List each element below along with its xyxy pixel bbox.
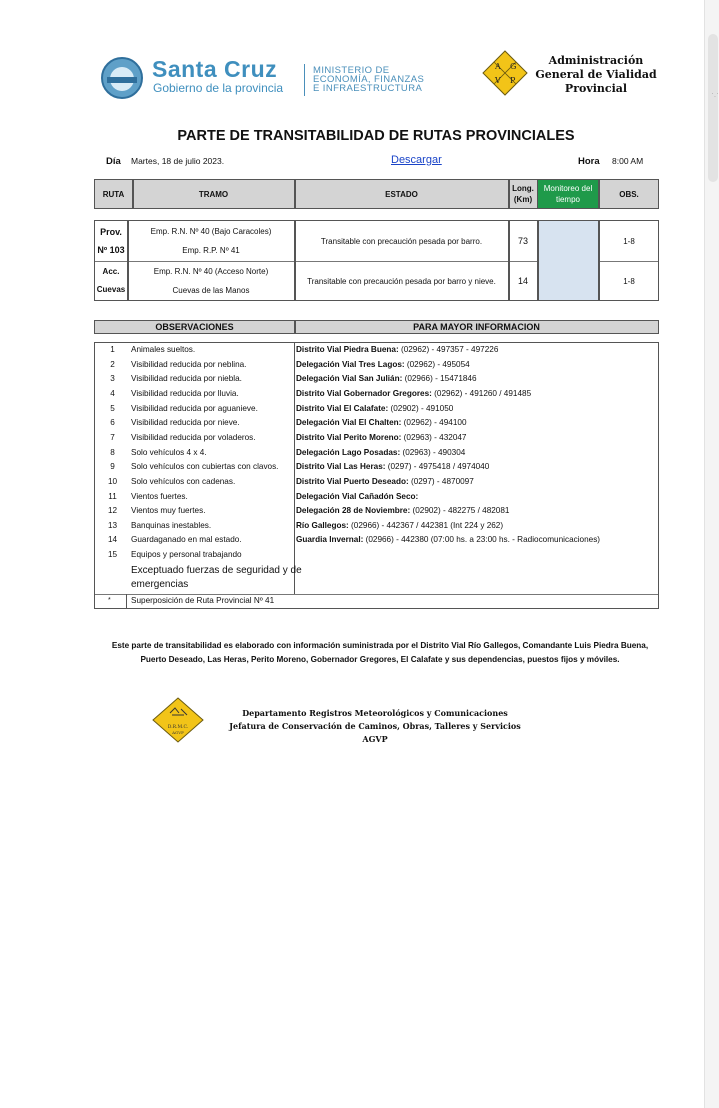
contact-name: Delegación Vial San Julián: (296, 374, 403, 384)
monitor-header-cell: Monitoreo del tiempo (538, 180, 598, 208)
observation-text: Visibilidad reducida por neblina. (131, 359, 247, 369)
contact-phone: (02902) - 491050 (388, 403, 454, 413)
contact-name: Distrito Vial Perito Moreno: (296, 432, 402, 442)
day-label: Día (106, 156, 121, 167)
contact-row (296, 446, 465, 461)
contact-row (296, 533, 600, 548)
observation-number: 8 (110, 447, 115, 457)
table-row-obs: 1-8 (623, 236, 635, 246)
hour-label: Hora (578, 156, 600, 167)
contact-row (296, 402, 453, 417)
santa-cruz-emblem-icon (101, 57, 143, 99)
contact-phone: (02963) - 432047 (401, 432, 467, 442)
contact-row (296, 504, 509, 519)
observation-text: Vientos muy fuertes. (131, 506, 206, 516)
contact-row (296, 416, 467, 431)
more-info-header: PARA MAYOR INFORMACION (413, 321, 540, 332)
contact-name: Distrito Vial Puerto Deseado: (296, 476, 409, 486)
contact-name: Guardia Invernal: (296, 535, 364, 545)
footnote-mark: * (108, 597, 111, 604)
contact-phone: (02966) - 442367 / 442381 (Int 224 y 262) (348, 520, 504, 530)
contact-row (296, 343, 498, 358)
observation-text: Equipos y personal trabajando (131, 550, 242, 560)
report-title: PARTE DE TRANSITABILIDAD DE RUTAS PROVINCIALES (177, 128, 575, 144)
observations-header: OBSERVACIONES (155, 321, 234, 332)
observation-number: 12 (107, 506, 118, 516)
table-row-tramo: Emp. R.N. Nº 40 (Acceso Norte) Cuevas de las Manos (153, 267, 269, 295)
observation-number: 1 (110, 345, 115, 354)
contact-name: Delegación Vial Tres Lagos: (296, 359, 405, 369)
contact-phone: (02962) - 491260 / 491485 (431, 388, 532, 398)
contact-phone: (02902) - 482275 / 482081 (410, 506, 510, 516)
contact-phone: (02963) - 490304 (400, 447, 466, 457)
contact-row (296, 519, 503, 534)
observation-number: 9 (110, 462, 115, 472)
table-row-long: 14 (517, 275, 528, 286)
contact-row (296, 460, 489, 475)
observation-text: Solo vehículos con cubiertas con clavos. (131, 462, 279, 472)
scrollbar-thumb[interactable] (708, 34, 718, 182)
ministry-name: MINISTERIO DE ECONOMÍA, FINANZAS E INFRAESTRUCTURA (313, 65, 425, 94)
contact-phone: (02962) - 495054 (404, 359, 470, 369)
observation-text: Solo vehículos con cadenas. (131, 476, 236, 486)
observation-text: Banquinas inestables. (131, 520, 212, 530)
observation-text: Visibilidad reducida por nieve. (131, 418, 240, 428)
header-divider (304, 64, 305, 96)
table-row-ruta: Prov. Nº 103 (97, 227, 125, 255)
svg-text:V: V (495, 76, 501, 85)
weather-monitor-cell[interactable] (539, 221, 598, 300)
contact-name: Distrito Vial Gobernador Gregores: (296, 388, 432, 398)
long-header: Long. (Km) (512, 184, 534, 204)
day-value: Martes, 18 de julio 2023. (131, 156, 225, 166)
observation-number: 7 (110, 432, 115, 442)
observation-text: Vientos fuertes. (131, 491, 188, 501)
grip-icon: · · · (711, 89, 719, 101)
hour-value: 8:00 AM (612, 156, 644, 166)
contact-row (296, 358, 470, 373)
observation-text: Visibilidad reducida por niebla. (131, 374, 242, 384)
footer-note: Este parte de transitabilidad es elaborado con información suministrada por el Distrito Vial Río Gallegos, Comandante Luis Piedra Buena, Puerto Deseado, Las Heras, Perito Moreno, Gobernador Gregores, El Calafate y sus dependencias, puestos fijos y móviles. (111, 641, 649, 664)
observation-number: 10 (107, 476, 118, 486)
observation-text: Solo vehículos 4 x 4. (131, 447, 207, 457)
contact-name: Distrito Vial Las Heras: (296, 462, 386, 472)
download-link[interactable]: Descargar (391, 154, 442, 166)
svg-text:P: P (510, 76, 516, 85)
observation-number: 4 (110, 388, 115, 398)
contact-phone: (0297) - 4870097 (408, 476, 474, 486)
table-row-ruta: Acc. Cuevas (96, 267, 126, 294)
svg-text:D.R.M.C.: D.R.M.C. (167, 725, 189, 730)
contact-name: Distrito Vial Piedra Buena: (296, 345, 399, 354)
table-row-tramo: Emp. R.N. Nº 40 (Bajo Caracoles) Emp. R.P. Nº 41 (150, 227, 272, 255)
contact-name: Río Gallegos: (296, 520, 349, 530)
svg-text:G: G (510, 62, 517, 71)
drmc-logo-icon (152, 697, 204, 743)
contact-row (296, 387, 531, 402)
contact-phone: (0297) - 4975418 / 4974040 (385, 462, 490, 472)
contact-phone: (02962) - 494100 (401, 418, 467, 428)
contact-row (296, 490, 418, 505)
contact-phone: (02962) - 497357 - 497226 (398, 345, 499, 354)
svg-text:A: A (495, 62, 501, 71)
observation-text: Visibilidad reducida por lluvia. (131, 388, 239, 398)
contact-name: Delegación Vial El Chalten: (296, 418, 402, 428)
observation-number: 14 (107, 535, 118, 545)
observation-number: 2 (110, 359, 115, 369)
vertical-scrollbar[interactable] (704, 0, 719, 1108)
table-row-long: 73 (517, 235, 528, 246)
contact-name: Delegación Vial Cañadón Seco: (296, 491, 419, 501)
observation-text: Guardaganado en mal estado. (131, 535, 242, 545)
observation-text: Visibilidad reducida por aguanieve. (131, 403, 258, 413)
observation-text: Visibilidad reducida por voladeros. (131, 432, 256, 442)
footnote-text: Superposición de Ruta Provincial Nº 41 (131, 596, 275, 605)
observations-exception-line-1: Exceptuado fuerzas de seguridad y de (131, 565, 302, 576)
contact-name: Delegación Lago Posadas: (296, 447, 401, 457)
contact-name: Distrito Vial El Calafate: (296, 403, 389, 413)
table-row-obs: 1-8 (623, 276, 635, 286)
table-row-estado: Transitable con precaución pesada por barro. (320, 236, 483, 246)
observation-number: 3 (110, 374, 115, 384)
ruta-header: RUTA (102, 189, 125, 199)
svg-text:AGVP: AGVP (172, 730, 184, 735)
observation-text: Animales sueltos. (131, 345, 196, 354)
observation-number: 11 (108, 491, 117, 501)
province-subtitle: Gobierno de la provincia (153, 81, 284, 95)
obs-header: OBS. (619, 189, 639, 199)
contact-row (296, 475, 474, 490)
observation-number: 13 (107, 520, 118, 530)
tramo-header: TRAMO (198, 189, 229, 199)
agvp-title: Administración General de Vialidad Provincial (535, 54, 657, 95)
department-signature: Departamento Registros Meteorológicos y Comunicaciones Jefatura de Conservación de Caminos, Obras, Talleres y Servicios AGVP (229, 708, 521, 744)
agvp-logo-icon (482, 50, 528, 96)
contact-row (296, 372, 477, 387)
contact-name: Delegación 28 de Noviembre: (296, 506, 411, 516)
estado-header: ESTADO (385, 189, 418, 199)
observation-number: 5 (110, 403, 115, 413)
province-name: Santa Cruz (152, 56, 278, 82)
table-row-estado: Transitable con precaución pesada por barro y nieve. (307, 276, 496, 286)
contact-phone: (02966) - 15471846 (402, 374, 477, 384)
observations-exception-line-2: emergencias (131, 579, 189, 590)
observation-number: 15 (107, 550, 118, 560)
observation-number: 6 (110, 418, 115, 428)
contact-phone: (02966) - 442380 (07:00 hs. a 23:00 hs. - Radiocomunicaciones) (363, 535, 601, 545)
contact-row (296, 431, 466, 446)
